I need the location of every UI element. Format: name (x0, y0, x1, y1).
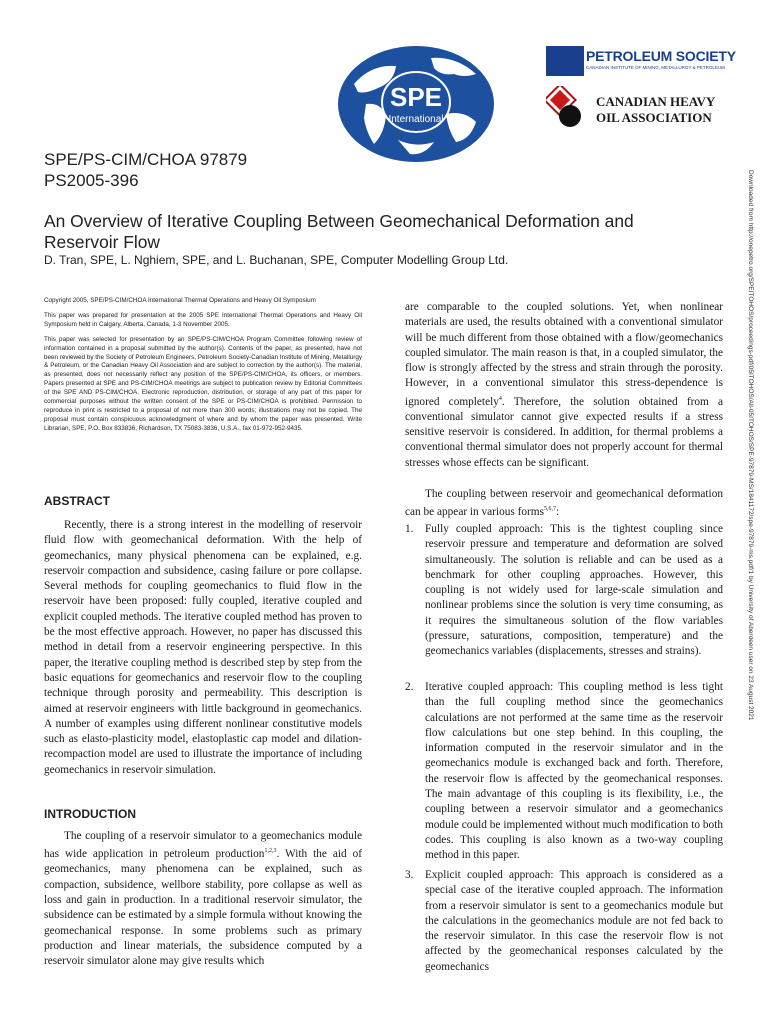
list-item (405, 868, 723, 975)
choa-line2: OIL ASSOCIATION (596, 110, 712, 125)
right-column-paragraph2 (405, 487, 723, 520)
spe-logo (336, 44, 496, 164)
intro-citation: 1,2,3 (264, 848, 277, 855)
petroleum-society-logo (546, 46, 756, 76)
list-item-text: Fully coupled approach: This is the tightest coupling since reservoir pressure and temperature and deformation are solved simultaneously. The solution is reliable and can be used as a benchmark for other coupling approaches. However, this coupling is not widely used for large-scale simulation and nonlinear problems since the solution is very time consuming, as it requires the simultaneous solution of the flow variables (pressure, saturations, composition, temperature) and the geomechanics variables (displacements, stresses and strains). (425, 523, 723, 658)
petroleum-society-title: PETROLEUM SOCIETY (586, 48, 736, 64)
right-p2-part1: The coupling between reservoir and geomechanical deformation can be appear in various forms (405, 488, 723, 519)
right-p1-part2: . Therefore, the solution obtained from a conventional simulator cannot give expected results if a stress sensitive reservoir is considered. In addition, for thermal problems a conventional thermal simulator does not properly account for thermal stresses whose effects can be significant. (405, 395, 724, 469)
list-item (405, 680, 723, 864)
list-item-number: 2. (405, 681, 414, 693)
abstract-text (44, 518, 362, 778)
introduction-text (44, 829, 362, 969)
oil-drop-icon (546, 86, 592, 132)
petroleum-society-emblem (546, 46, 584, 76)
intro-text-part2: . With the aid of geomechanics, many phenomena can be explained, such as compaction, subsidence, wellbore stability, pore collapse as well as loss and gain in production. In a traditional reservoir simulator, the subsidence can be estimated by a simple formula without knowing the geomechanical response. In some problems such as primary production and linear materials, the subsidence computed by a reservoir simulator alone may give results which (44, 848, 362, 968)
right-p2-part2: : (555, 506, 560, 519)
copyright-notice (44, 297, 362, 440)
list-item-text: Iterative coupled approach: This coupling method is less tight than the full coupling method since the geomechanics calculations are not performed at the same time as the reservoir flow calculations but one step behind. In this coupling, the information computed in the reservoir simulator and in the geomechanics module is exchanged back and forth. Therefore, the reservoir flow is affected by the geomechanical responses. The main advantage of this coupling is its flexibility, i.e., the coupling between a reservoir simulator and a geomechanics module could be implemented without much modification to both codes. This coupling is also known as a two-way coupling method in this paper. (425, 681, 723, 862)
list-item-number: 3. (405, 869, 414, 881)
download-watermark-text: Downloaded from http://onepetro.org/SPEITOHOS/proceedings-pdf/05ITOHOS/All-05ITOHOS/SPE-97879-MS/1841172/spe-97879-ms.pdf/1 by University of Aberdeen user on 23 August 2021 (747, 170, 754, 721)
copyright-line: Copyright 2005, SPE/PS-CIM/CHOA International Thermal Operations and Heavy Oil Symposium (44, 297, 316, 304)
spe-logo-subtext: International (388, 114, 444, 125)
list-item (405, 522, 723, 660)
choa-line1: CANADIAN HEAVY (596, 94, 716, 109)
petroleum-society-subtitle: CANADIAN INSTITUTE OF MINING, METALLURGY & PETROLEUM (586, 65, 725, 70)
paper-number: SPE/PS-CIM/CHOA 97879 (44, 150, 248, 169)
paper-number-secondary: PS2005-396 (44, 171, 139, 190)
copyright-presentation: This paper was prepared for presentation at the 2005 SPE International Thermal Operations and Heavy Oil Symposium held in Calgary, Alberta, Canada, 1-3 November 2005. (44, 311, 362, 328)
introduction-heading: INTRODUCTION (44, 807, 136, 821)
choa-logo (546, 86, 756, 132)
right-column-paragraph1 (405, 300, 723, 471)
copyright-disclaimer: This paper was selected for presentation by an SPE/PS-CIM/CHOA Program Committee following review of information contained in a proposal submitted by the author(s). Contents of the paper, as presented, have not been reviewed by the Society of Petroleum Engineers, Petroleum Society-Canadian Institute of Mining, Metallurgy & Petroleum, or the Canadian Heavy Oil Association and are subject to correction by the author(s). The material, as presented, does not necessarily reflect any position of the SPE/PS-CIM/CHOA, its officers, or members. Papers presented at SPE and PS-CIM/CHOA meetings are subject to publication review by Editorial Committees of the SPE AND PS-CIM/CHOA. Electronic reproduction, distribution, or storage of any part of this paper for commercial purposes without the written consent of the SPE or PS-CIM/CHOA is prohibited. Permission to reproduce in print is restricted to a proposal of not more than 300 words; illustrations may not be copied. The proposal must contain conspicuous acknowledgment of where and by whom the paper was presented. Write Librarian, SPE, P.O. Box 833836, Richardson, TX 75083-3836, U.S.A., fax 01-972-952-9435. (44, 335, 362, 432)
paper-title: An Overview of Iterative Coupling Between Geomechanical Deformation and Reservoir Flow (44, 211, 634, 252)
abstract-paragraph: Recently, there is a strong interest in the modelling of reservoir fluid flow with geomechanical deformation. With the help of geomechanics, many physical phenomena can be explained, e.g. reservoir compaction and subsidence, casing failure or pore collapse. Several methods for coupling geomechanics to fluid flow in the reservoir have been proposed: fully coupled, iterative coupled and explicit coupled methods. The iterative coupled method has proven to be the most effective approach. However, no paper has discussed this method in detail from a reservoir engineering perspective. In this paper, the iterative coupling method is described step by step from the basic equations for geomechanics and reservoir flow to the coupling technique through porosity and permeability. This description is aimed at reservoir engineers with little background in geomechanics. A number of examples using different nonlinear constitutive models such as elasto-plasticity model, elastoplastic cap model and dilation-recompaction model are used to illustrate the importance of including geomechanics in reservoir simulation. (44, 519, 362, 776)
abstract-heading: ABSTRACT (44, 494, 110, 508)
right-p2-citation: 5,6,7 (543, 506, 556, 513)
list-item-text: Explicit coupled approach: This approach is considered as a special case of the iterative coupled approach. The information from a reservoir simulator is sent to a geomechanics module but the calculations in the geomechanics module are not fed back to the reservoir simulator. In this case the reservoir flow is not affected by the geomechanical responses calculated by the geomechanics (425, 869, 723, 973)
spe-logo-text: SPE (389, 82, 443, 112)
paper-authors: D. Tran, SPE, L. Nghiem, SPE, and L. Buchanan, SPE, Computer Modelling Group Ltd. (44, 253, 509, 267)
right-p1-part1: are comparable to the coupled solutions. Yet, when nonlinear materials are used, the results obtained with a conventional simulator will be much different from those obtained with a flow/geomechanics coupled simulator. The main reason is that, in a coupled simulator, the flow is strongly affected by the stress and strain through the porosity. However, in a conventional simulator this stress-dependence is ignored completely (405, 301, 723, 408)
list-item-number: 1. (405, 523, 414, 535)
download-watermark (744, 170, 754, 890)
intro-text-part1: The coupling of a reservoir simulator to a geomechanics module has wide application in petroleum production (44, 830, 362, 861)
right-p1-citation: 4 (498, 395, 502, 402)
